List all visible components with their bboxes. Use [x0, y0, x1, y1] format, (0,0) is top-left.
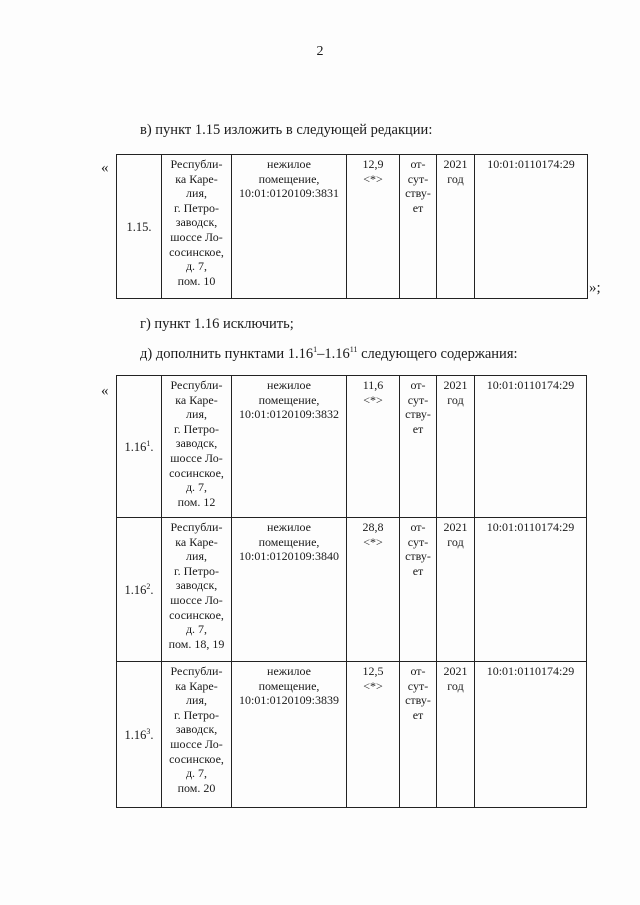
cadastral-number-cell: 10:01:0110174:29	[475, 518, 587, 662]
table-items-1-16	[116, 375, 587, 808]
year-cell: 2021 год	[437, 376, 475, 518]
paragraph-d: д) дополнить пунктами 1.16$^1$–1.16$^{11}$ следующего содержания:	[140, 345, 518, 362]
address-cell: Республи- ка Каре- лия, г. Петро- заводск, шоссе Ло- сосинское, д. 7, пом. 20	[162, 662, 232, 808]
address-cell: Республи- ка Каре- лия, г. Петро- заводск, шоссе Ло- сосинское, д. 7, пом. 10	[162, 155, 232, 299]
table-row	[117, 155, 588, 299]
address-cell: Республи- ка Каре- лия, г. Петро- заводск, шоссе Ло- сосинское, д. 7, пом. 18, 19	[162, 518, 232, 662]
item-number-cell: 1.15.	[117, 155, 162, 299]
address-cell: Республи- ка Каре- лия, г. Петро- заводск, шоссе Ло- сосинское, д. 7, пом. 12	[162, 376, 232, 518]
area-cell: 28,8 <*>	[347, 518, 400, 662]
item-number-cell: 1.16$^3$.	[117, 662, 162, 808]
item-number-cell: 1.16$^2$.	[117, 518, 162, 662]
object-type-cell: нежилое помещение, 10:01:0120109:3839	[232, 662, 347, 808]
opening-quote-2: «	[101, 383, 109, 399]
area-cell: 12,9 <*>	[347, 155, 400, 299]
year-cell: 2021 год	[437, 662, 475, 808]
cadastral-number-cell: 10:01:0110174:29	[475, 155, 588, 299]
closing-quote: »;	[589, 280, 601, 296]
opening-quote-1: «	[101, 160, 109, 176]
year-cell: 2021 год	[437, 518, 475, 662]
paragraph-v: в) пункт 1.15 изложить в следующей редакции:	[140, 122, 433, 138]
object-type-cell: нежилое помещение, 10:01:0120109:3840	[232, 518, 347, 662]
item-number-cell: 1.16$^1$.	[117, 376, 162, 518]
page-number: 2	[316, 44, 324, 59]
table-row	[117, 376, 587, 518]
object-type-cell: нежилое помещение, 10:01:0120109:3831	[232, 155, 347, 299]
area-cell: 11,6 <*>	[347, 376, 400, 518]
status-cell: от- сут- ству- ет	[400, 662, 437, 808]
year-cell: 2021 год	[437, 155, 475, 299]
status-cell: от- сут- ству- ет	[400, 376, 437, 518]
cadastral-number-cell: 10:01:0110174:29	[475, 376, 587, 518]
status-cell: от- сут- ству- ет	[400, 155, 437, 299]
area-cell: 12,5 <*>	[347, 662, 400, 808]
paragraph-g: г) пункт 1.16 исключить;	[140, 316, 294, 332]
status-cell: от- сут- ству- ет	[400, 518, 437, 662]
table-item-1-15	[116, 154, 588, 299]
table-row	[117, 662, 587, 808]
cadastral-number-cell: 10:01:0110174:29	[475, 662, 587, 808]
table-row	[117, 518, 587, 662]
object-type-cell: нежилое помещение, 10:01:0120109:3832	[232, 376, 347, 518]
